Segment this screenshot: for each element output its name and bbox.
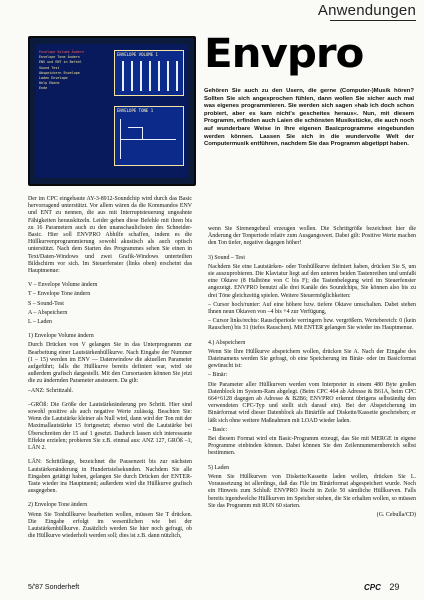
- graph-line: [120, 119, 121, 159]
- screenshot-menu-item: Ende: [39, 86, 48, 91]
- envelope-volume-title: ENVELOPE VOLUME 1: [117, 52, 158, 57]
- right-column: [208, 226, 416, 521]
- left-column: [28, 196, 192, 542]
- page-number: 29: [389, 582, 400, 592]
- envelope-volume-graph: [118, 59, 180, 91]
- paragraph: – Cursor links/rechts: Rauschperiode verringern bzw. vergrößern. Wertebereich: 0 (kein Rauschen) bis 31 (tiefes Rauschen). Mit ENTER gelangen Sie wieder ins Hauptmenue.: [208, 318, 416, 332]
- graph-bar: [122, 61, 124, 91]
- screenshot-menu-item: Sound Test: [39, 65, 60, 70]
- subheading: 3) Sound – Test: [208, 254, 245, 261]
- menu-entry: T – Envelope Tone ändern: [28, 291, 91, 298]
- paragraph: – Cursor hoch/runter: Auf eine höhere bzw. tiefere Oktave umschalten. Dabei stehen Ihnen neun Oktaven von –4 bis +4 zur Verfügung,: [208, 301, 416, 316]
- page-footer: [364, 582, 399, 592]
- graph-line: [120, 139, 176, 140]
- screenshot-display: [36, 44, 188, 178]
- subheading: 1) Envelope Volume ändern: [28, 333, 94, 340]
- paragraph: –GRÖß: Die Größe der Lautstärkeänderung pro Schritt. Hier sind sowohl positive als auch negative Werte zulässig. Beachten Sie: Wenn die Lautstärke kleiner als Null wird, dann wird der Ton mit der Maximallautstärke 15 fortgesetzt; ebenso wird die Lautstärke bei Überschreiten der 15 auf 1 gesetzt. Dadurch lassen sich interessante Effekte erzielen; probieren Sie z.B. einmal aus: ANZ 127, GRÖß –1, LÄN 2.: [28, 401, 192, 452]
- subheading: 2) Envelope Tone ändern: [28, 502, 88, 509]
- paragraph: Wenn Sie Hüllkurven von Diskette/Kassette laden wollen, drücken Sie L. Voraussetzung ist allerdings, daß das File im Binärformat abgespeichert wurde. Noch ein Hinweis zum Schluß: ENVPRO löscht in Zeile 50 sämtliche Hüllkurven. Falls bereits irgendwelche Hüllkurven im Speicher stehen, die Sie erhalten wollen, so müssen Sie das Programm mit RUN 60 starten.: [208, 473, 416, 509]
- article-intro: Gehören Sie auch zu den Usern, die gerne (Computer-)Musik hören? Sollten Sie sich angesprochen fühlen, dann wollen Sie sicher auch mal was eigenes programmieren. Sie werden sich sagen »hab ich doch schon probiert, aber es kam nicht's gescheites heraus«. Nun, mit diesem Programm, erfinden auch Laien die schönsten Musikstücke, die auch noch auf wunderbare Weise in Ihre eigenen Basicprogramme eingebunden werden können. Lassen Sie sich in die wundervolle Welt der Computermusik entführen, nachdem Sie das Programm abgetippt haben.: [204, 88, 414, 148]
- issue-label: 5/'87 Sonderheft: [28, 584, 80, 591]
- article-headline: Envpro: [204, 31, 364, 77]
- envelope-tone-window: [114, 106, 184, 166]
- screenshot-menu-item: Help Ebene: [39, 81, 60, 86]
- menu-entry: V – Envelope Volume ändern: [28, 282, 98, 289]
- screenshot-menu-item: Envelope Volume Ändern: [39, 50, 84, 54]
- subheading: 5) Laden: [208, 464, 230, 471]
- screenshot-image: [28, 36, 196, 186]
- envelope-tone-title: ENVELOPE TONE 1: [117, 108, 154, 113]
- subheading: – Binär:: [208, 372, 228, 379]
- graph-bar: [176, 61, 178, 91]
- paragraph: Die Parameter aller Hüllkurven werden vom Interpreter in einem 480 Byte großen Datenblock im System-Ram abgelegt. (Beim CPC 464 ab Adresse & B61A, beim CPC 664+6128 dagegen ab Adresse & B2B6; ENVPRO erkennt übrigens selbständig den verwendeten CPC-Typ und stellt sich darauf ein). Bei der Abspeicherung im Binärformat wird dieser Datenblock als Binärfile auf Diskette/Kassette geschrieben; er läßt sich ohne weitere Maßnahmen mit LOAD wieder laden.: [208, 381, 416, 424]
- author-signature: (G. Cebulla/CD): [376, 511, 416, 518]
- paragraph: –ANZ: Schrittzahl.: [28, 387, 74, 394]
- graph-line: [128, 127, 142, 128]
- menu-entry: L – Laden: [28, 319, 52, 326]
- paragraph: Nachdem Sie eine Lautstärken- oder Tonhüllkurve definiert haben, drücken Sie S, um sie auszuprobieren. Die Klaviatur liegt auf den unteren beiden Tastenreihen und umfaßt eine Oktave (8 Halbtöne von C bis F); die Tastenbelegung wird im Steuerfenster angezeigt. ENVPRO benutzt alle drei Kanäle des Soundchips, Sie können also bis zu drei Töne gleichzeitig spielen. Weitere Steuermöglichkeiten:: [208, 263, 416, 299]
- menu-entry: A – Abspeichern: [28, 309, 68, 316]
- menu-entry: S – Sound-Test: [28, 300, 64, 307]
- screenshot-menu-item: Abspeichern Envelope: [39, 70, 80, 75]
- envelope-volume-window: [114, 50, 184, 96]
- paragraph: LÄN: Schrittlänge, bezeichnet die Pausenzeit bis zur nächsten Lautstärkenänderung in Hundertstelsekunden. Nachdem Sie alle Eingaben getätigt haben, gelangen Sie durch Drücken der ENTER-Taste wieder ins Hauptmenü; außerdem wird die Hüllkurve grafisch ausgegeben.: [28, 459, 192, 495]
- paragraph: Bei diesem Format wird ein Basic-Programm erzeugt, das Sie mit MERGE in eigene Programme einbinden können. Dabei können Sie den Zeilennummernbereich selbst bestimmen.: [208, 436, 416, 457]
- subheading: – Basic:: [208, 426, 228, 433]
- section-label: Anwendungen: [317, 2, 416, 19]
- graph-line: [142, 127, 143, 139]
- screenshot-menu-item: Envelope Tone Ändern: [39, 55, 80, 60]
- screenshot-menu-item: ENV und ENT in Befehl: [39, 60, 82, 65]
- paragraph: Wenn Sie Ihre Hüllkurve abspeichern wollen, drücken Sie A. Nach der Eingabe des Dateinamens werden Sie gefragt, ob eine Speicherung im Binär- oder im Basicformat gewünscht ist:: [208, 348, 416, 370]
- screenshot-menu-item: Laden Envelope: [39, 76, 68, 81]
- graph-bar: [158, 61, 160, 91]
- graph-bar: [167, 61, 169, 91]
- header-rule: [330, 20, 416, 21]
- graph-bar: [140, 61, 142, 91]
- screenshot-menu: [39, 50, 111, 92]
- paragraph: Der im CPC eingebaute AY-3-8912-Soundchip wird durch das Basic hervorragend unterstützt. Vor allem wären da die Kommandos ENV und ENT zu nennen, die aus mit Interruptsteuerung ungeahnte Fähigkeiten herauskitzeln. Leider geben diese Befehle mit ihren bis zu 16 Parametern auch zu den unanschaulichsten des Schneider-Basic. Hier soll ENVPRO Abhilfe schaffen, indem es die Hüllkurvenprogrammierung sowohl akustisch als auch optisch unterstützt. Nach dem Starten des Programmes sehen Sie einen in Text/Daten-Windows und zwei Grafik-Windows unterteilten Bildschirm vor sich. Im Steuerfenster (links oben) erscheint das Hauptmenue:: [28, 196, 192, 275]
- envelope-tone-graph: [118, 115, 180, 161]
- paragraph: Durch Drücken von V gelangen Sie in das Unterprogramm zur Bearbeitung einer Lautstärkenhüllkurve. Nach Eingabe der Nummer (1 – 15) werden im ENV — Datenwindow die aktuellen Parameter aufgeführt; falls die Hüllkurve bereits definiert war, wird sie außerdem grafisch dargestellt. Mit den Cursortasten können Sie jetzt die zu ändernden Parameter ansteuern. Da gilt:: [28, 342, 192, 385]
- paragraph: Wenn Sie Tonhüllkurve bearbeiten wollen, müssen Sie T drücken. Die Eingabe erfolgt im wesentlichen wie bei der Lautstärkenhüllkurve. Zusätzlich werden Sie hier noch gefragt, ob die Hüllkurve wiederholt werden soll; dies ist z.B. dann nützlich,: [28, 511, 192, 540]
- graph-bar: [131, 61, 133, 91]
- brand-label: CPC: [364, 583, 381, 592]
- paragraph: wenn Sie Sirenengeheul erzeugen wollen. Die Schrittgröße bezeichnet hier die Änderung der Tonperiode relativ zum Ausgangswert. Dabei gilt: Positive Werte machen den Ton tiefer, negative dagegen höher!: [208, 226, 416, 247]
- graph-bar: [149, 61, 151, 91]
- subheading: 4.) Abspeichern: [208, 339, 246, 346]
